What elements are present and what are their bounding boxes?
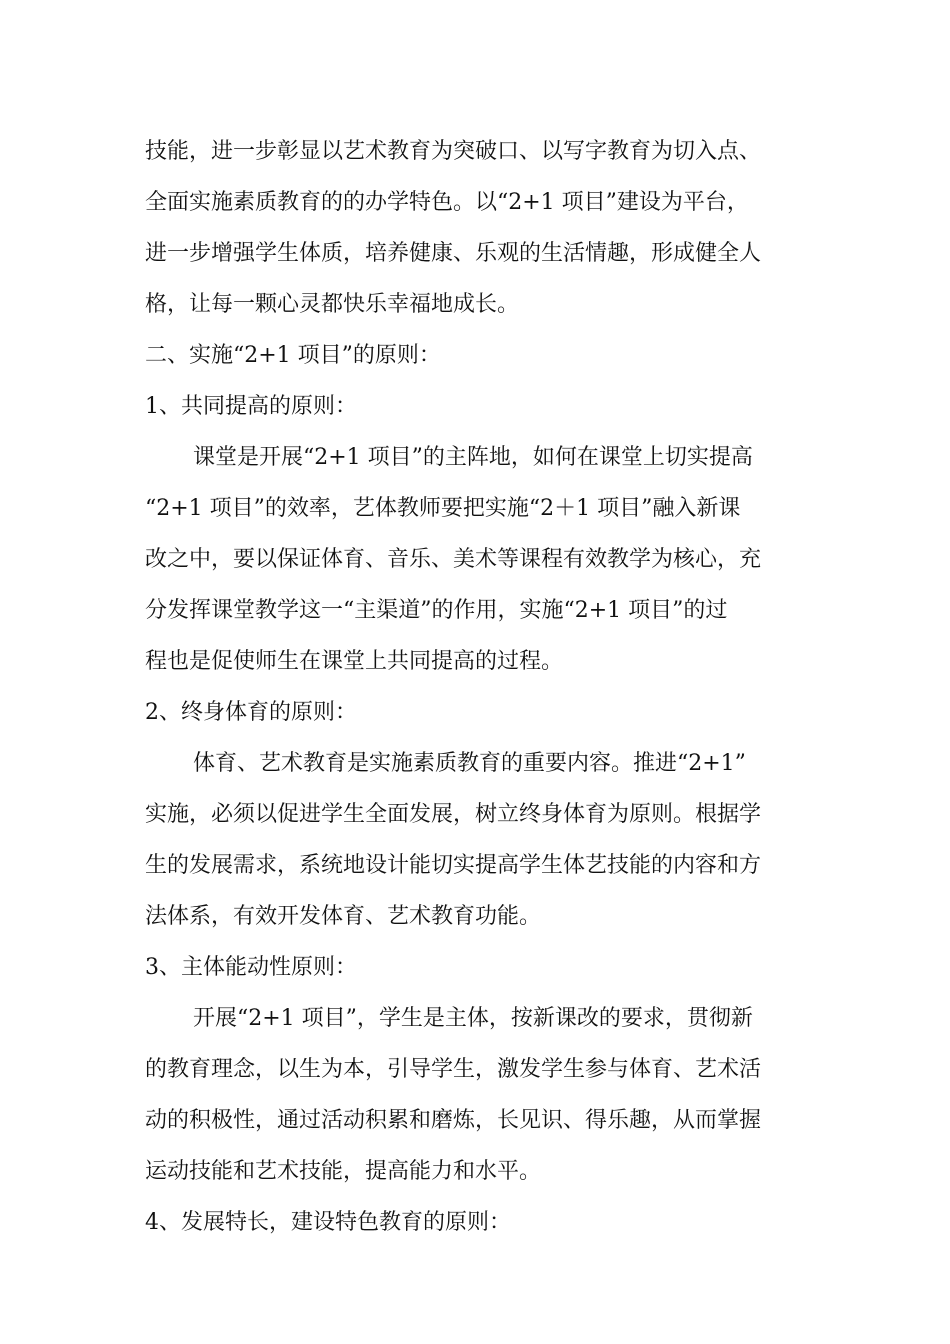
document-body — [145, 126, 805, 1248]
subsection-heading: 4、发展特长，建设特色教育的原则： — [145, 1210, 511, 1235]
paragraph-line: 格，让每一颗心灵都快乐幸福地成长。 — [145, 292, 520, 317]
paragraph-line: 的教育理念，以生为本，引导学生，激发学生参与体育、艺术活 — [145, 1057, 762, 1082]
paragraph-line: 改之中，要以保证体育、音乐、美术等课程有效教学为核心，充 — [145, 547, 762, 572]
paragraph-line: 动的积极性，通过活动积累和磨炼，长见识、得乐趣，从而掌握 — [145, 1108, 762, 1133]
paragraph-line: 技能，进一步彰显以艺术教育为突破口、以写字教育为切入点、 — [145, 139, 762, 164]
paragraph-line: 开展“2+1 项目”，学生是主体，按新课改的要求，贯彻新 — [193, 1006, 753, 1031]
subsection-heading: 1、共同提高的原则： — [145, 394, 357, 419]
subsection-heading: 3、主体能动性原则： — [145, 955, 357, 980]
paragraph-line: 运动技能和艺术技能，提高能力和水平。 — [145, 1159, 542, 1184]
paragraph-line: “2+1 项目”的效率，艺体教师要把实施“2＋1 项目”融入新课 — [145, 496, 741, 521]
paragraph-line: 体育、艺术教育是实施素质教育的重要内容。推进“2+1” — [193, 751, 746, 776]
paragraph-line: 生的发展需求，系统地设计能切实提高学生体艺技能的内容和方 — [145, 853, 762, 878]
paragraph-line: 进一步增强学生体质，培养健康、乐观的生活情趣，形成健全人 — [145, 241, 762, 266]
paragraph-line: 实施，必须以促进学生全面发展，树立终身体育为原则。根据学 — [145, 802, 762, 827]
section-heading: 二、实施“2+1 项目”的原则： — [145, 343, 441, 368]
subsection-heading: 2、终身体育的原则： — [145, 700, 357, 725]
paragraph-line: 课堂是开展“2+1 项目”的主阵地，如何在课堂上切实提高 — [193, 445, 753, 470]
paragraph-line: 全面实施素质教育的的办学特色。以“2+1 项目”建设为平台， — [145, 190, 749, 215]
paragraph-line: 程也是促使师生在课堂上共同提高的过程。 — [145, 649, 564, 674]
paragraph-line: 法体系，有效开发体育、艺术教育功能。 — [145, 904, 542, 929]
paragraph-line: 分发挥课堂教学这一“主渠道”的作用，实施“2+1 项目”的过 — [145, 598, 728, 623]
